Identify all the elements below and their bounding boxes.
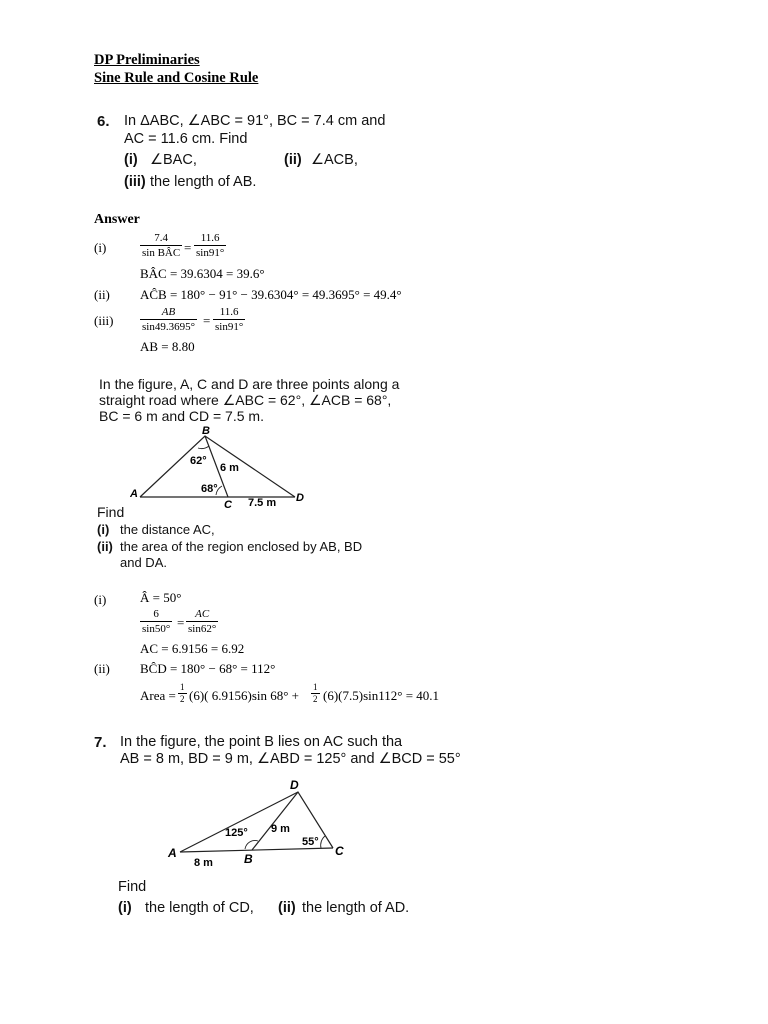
angle-b-arc (198, 446, 209, 449)
a6-iii-result: AB = 8.80 (140, 339, 195, 354)
q7-text-line1: In the figure, the point B lies on AC such tha (120, 734, 403, 750)
half-num: 1 (313, 682, 318, 692)
road-part-i-label: (i) (97, 522, 110, 537)
a6-iii-frac1-den: sin49.3695° (142, 321, 195, 333)
a6-iii-fraction-1 (140, 306, 197, 333)
q7-text-line2: AB = 8 m, BD = 9 m, ∠ABD = 125° and ∠BCD = 55° (120, 751, 461, 767)
ar-i-angle: Â = 50° (140, 590, 182, 605)
a6-i-frac1-den: sin BÂC (142, 247, 181, 259)
a6-i-result: BÂC = 39.6304 = 39.6° (140, 266, 265, 281)
length-bd: 9 m (271, 823, 290, 835)
angle-b-value: 125° (225, 827, 248, 839)
a6-i-label: (i) (94, 240, 107, 255)
ar-i-frac1-den: sin50° (142, 623, 171, 635)
label-d: D (290, 778, 299, 792)
half-den: 2 (180, 694, 185, 704)
q6-text-line1: In ΔABC, ∠ABC = 91°, BC = 7.4 cm and (124, 113, 386, 129)
road-part-ii-line2: and DA. (120, 555, 167, 570)
ar-area-prefix: Area = (140, 688, 176, 703)
q6-number: 6. (97, 113, 110, 130)
a6-ii-label: (ii) (94, 287, 110, 302)
line-ac (180, 848, 333, 852)
a6-ii-result: AĈB = 180° − 91° − 39.6304° = 49.3695° = 49.4° (140, 287, 402, 302)
road-find: Find (97, 504, 125, 520)
a6-iii-frac2-num: 11.6 (219, 306, 239, 318)
a6-iii-fraction-2 (213, 306, 245, 333)
half-den: 2 (313, 694, 318, 704)
ar-half-fraction-1 (178, 683, 187, 704)
q7-triangle-figure (165, 775, 355, 870)
road-text-line2: straight road where ∠ABC = 62°, ∠ACB = 68°, (99, 392, 392, 408)
q6-part-ii: ∠ACB, (311, 152, 358, 168)
q7-find: Find (118, 879, 147, 895)
angle-c-value: 68° (201, 483, 218, 495)
label-b: B (202, 425, 210, 437)
q6-part-i-label: (i) (124, 152, 138, 168)
equals-sign: = (203, 313, 211, 328)
ar-half-fraction-2 (311, 683, 320, 704)
angle-c-value: 55° (302, 836, 319, 848)
q6-part-iii-label: (iii) (124, 174, 146, 190)
length-cd: 7.5 m (248, 497, 277, 509)
q7-part-i-label: (i) (118, 900, 132, 916)
equals-sign: = (177, 615, 185, 630)
road-text-line1: In the figure, A, C and D are three points along a (99, 376, 400, 392)
segment-bd (252, 792, 298, 850)
ar-i-fraction-2 (186, 608, 218, 635)
angle-b-value: 62° (190, 455, 207, 467)
label-c: C (224, 499, 232, 511)
angle-c-arc (321, 836, 325, 848)
road-part-ii-label: (ii) (97, 539, 113, 554)
a6-i-frac2-den: sin91° (196, 247, 225, 259)
ar-i-result: AC = 6.9156 = 6.92 (140, 641, 245, 656)
a6-iii-frac1-num: AB (161, 306, 176, 318)
equals-sign: = (184, 240, 192, 255)
doc-subtitle: Sine Rule and Cosine Rule (94, 70, 259, 86)
label-c: C (335, 844, 344, 858)
a6-i-frac2-num: 11.6 (200, 232, 220, 244)
ar-ii-label: (ii) (94, 661, 110, 676)
q7-part-i: the length of CD, (145, 900, 254, 916)
a6-iii-label: (iii) (94, 313, 114, 328)
road-triangle-figure (130, 424, 370, 514)
ar-i-fraction-1 (140, 608, 172, 635)
q7-part-ii-label: (ii) (278, 900, 296, 916)
a6-i-frac1-num: 7.4 (154, 232, 168, 244)
q6-text-line2: AC = 11.6 cm. Find (124, 131, 248, 147)
q6-part-ii-label: (ii) (284, 152, 302, 168)
q6-part-iii: the length of AB. (150, 174, 257, 190)
ar-area-mid: (6)( 6.9156)sin 68° + (189, 688, 300, 703)
half-num: 1 (180, 682, 185, 692)
q7-part-ii: the length of AD. (302, 900, 410, 916)
length-bc: 6 m (220, 462, 239, 474)
ar-i-frac2-den: sin62° (188, 623, 217, 635)
road-part-ii-line1: the area of the region enclosed by AB, BD (120, 539, 363, 554)
label-a: A (130, 488, 138, 500)
q7-number: 7. (94, 734, 107, 751)
label-d: D (296, 492, 304, 504)
label-a: A (168, 846, 177, 860)
a6-iii-frac2-den: sin91° (215, 321, 244, 333)
ar-i-label: (i) (94, 592, 107, 607)
a6-i-fraction-2 (194, 232, 226, 259)
length-ab: 8 m (194, 857, 213, 869)
ar-area-end: (6)(7.5)sin112° = 40.1 (323, 688, 440, 703)
label-b: B (244, 852, 253, 866)
ar-i-frac2-num: AC (195, 608, 210, 620)
a6-i-fraction-1 (140, 232, 182, 259)
ar-i-frac1-num: 6 (153, 608, 159, 620)
road-text-line3: BC = 6 m and CD = 7.5 m. (99, 408, 264, 424)
road-part-i: the distance AC, (120, 522, 215, 537)
q6-part-i: ∠BAC, (150, 152, 197, 168)
doc-title: DP Preliminaries (94, 52, 200, 68)
answer-heading: Answer (94, 212, 140, 227)
ar-ii-angle: BĈD = 180° − 68° = 112° (140, 661, 276, 676)
